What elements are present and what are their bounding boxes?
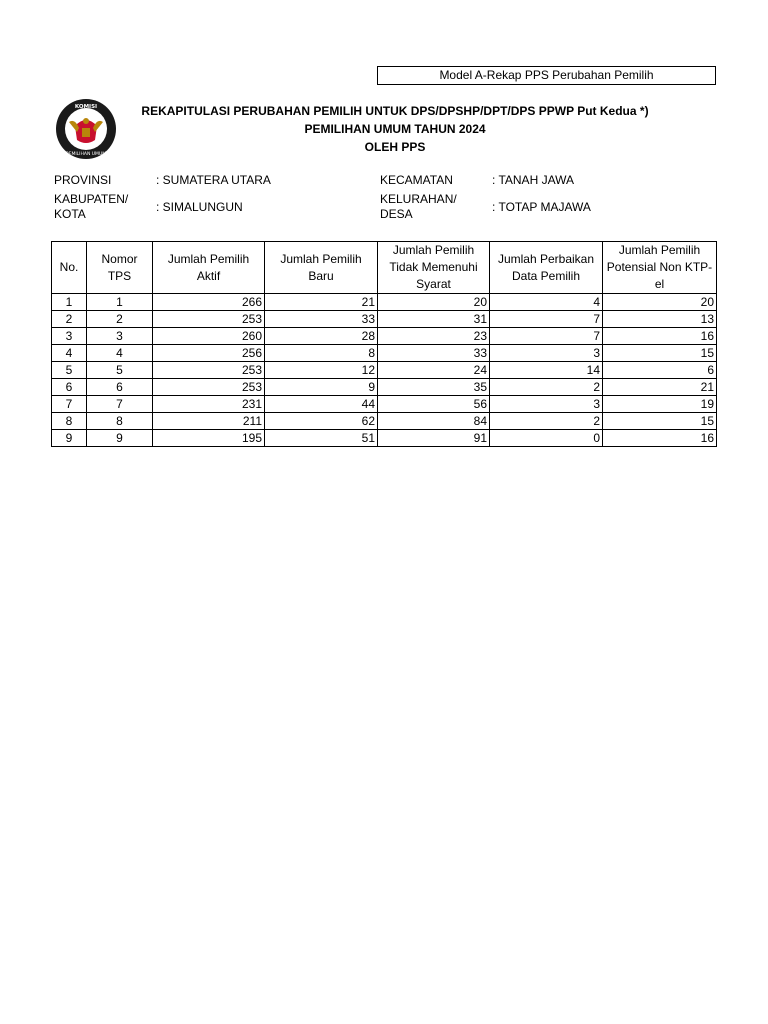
- kelurahan-label-line-1: KELURAHAN/: [380, 192, 457, 206]
- cell-potensial-non-ktp: 15: [603, 413, 717, 430]
- kelurahan-label: [380, 192, 457, 222]
- header-pemilih-baru: Jumlah Pemilih Baru: [265, 242, 378, 294]
- table-row: [52, 311, 717, 328]
- cell-nomor-tps: 8: [87, 413, 153, 430]
- cell-pemilih-aktif: 231: [153, 396, 265, 413]
- cell-no: 4: [52, 345, 87, 362]
- kelurahan-value: : TOTAP MAJAWA: [492, 200, 591, 214]
- header-perbaikan-data: Jumlah Perbaikan Data Pemilih: [490, 242, 603, 294]
- cell-no: 1: [52, 294, 87, 311]
- cell-potensial-non-ktp: 16: [603, 430, 717, 447]
- table-header-row: [52, 242, 717, 294]
- cell-potensial-non-ktp: 15: [603, 345, 717, 362]
- title-line-1: REKAPITULASI PERUBAHAN PEMILIH UNTUK DPS/DPSHP/DPT/DPS PPWP Put Kedua *): [141, 104, 649, 118]
- cell-no: 9: [52, 430, 87, 447]
- header-pemilih-aktif: Jumlah Pemilih Aktif: [153, 242, 265, 294]
- cell-pemilih-baru: 21: [265, 294, 378, 311]
- logo-text-bottom: PEMILIHAN UMUM: [65, 152, 107, 157]
- cell-perbaikan-data: 2: [490, 413, 603, 430]
- cell-perbaikan-data: 3: [490, 345, 603, 362]
- cell-perbaikan-data: 4: [490, 294, 603, 311]
- report-title: [130, 102, 660, 156]
- kecamatan-value: : TANAH JAWA: [492, 173, 575, 187]
- cell-pemilih-baru: 33: [265, 311, 378, 328]
- cell-pemilih-tms: 56: [378, 396, 490, 413]
- cell-potensial-non-ktp: 16: [603, 328, 717, 345]
- cell-perbaikan-data: 0: [490, 430, 603, 447]
- cell-potensial-non-ktp: 20: [603, 294, 717, 311]
- cell-nomor-tps: 6: [87, 379, 153, 396]
- table-row: [52, 396, 717, 413]
- cell-pemilih-baru: 12: [265, 362, 378, 379]
- title-line-2: PEMILIHAN UMUM TAHUN 2024: [304, 122, 486, 136]
- cell-perbaikan-data: 14: [490, 362, 603, 379]
- cell-pemilih-aktif: 256: [153, 345, 265, 362]
- cell-pemilih-aktif: 266: [153, 294, 265, 311]
- kabupaten-label: [54, 192, 128, 222]
- kpu-garuda-emblem-icon: [55, 98, 117, 160]
- cell-pemilih-baru: 51: [265, 430, 378, 447]
- cell-pemilih-tms: 23: [378, 328, 490, 345]
- header-no: No.: [52, 242, 87, 294]
- cell-pemilih-aktif: 253: [153, 379, 265, 396]
- provinsi-value: : SUMATERA UTARA: [156, 173, 271, 187]
- cell-perbaikan-data: 7: [490, 328, 603, 345]
- cell-nomor-tps: 3: [87, 328, 153, 345]
- cell-pemilih-tms: 31: [378, 311, 490, 328]
- cell-pemilih-baru: 62: [265, 413, 378, 430]
- cell-nomor-tps: 5: [87, 362, 153, 379]
- table-row: [52, 362, 717, 379]
- header-nomor-tps: Nomor TPS: [87, 242, 153, 294]
- cell-potensial-non-ktp: 21: [603, 379, 717, 396]
- cell-pemilih-aktif: 195: [153, 430, 265, 447]
- cell-potensial-non-ktp: 13: [603, 311, 717, 328]
- form-model-label: Model A-Rekap PPS Perubahan Pemilih: [377, 66, 716, 85]
- kabupaten-label-line-1: KABUPATEN/: [54, 192, 129, 206]
- cell-pemilih-baru: 8: [265, 345, 378, 362]
- cell-nomor-tps: 4: [87, 345, 153, 362]
- provinsi-label: PROVINSI: [54, 173, 112, 187]
- cell-no: 5: [52, 362, 87, 379]
- cell-no: 7: [52, 396, 87, 413]
- kabupaten-value: : SIMALUNGUN: [156, 200, 243, 214]
- header-pemilih-tms: Jumlah Pemilih Tidak Memenuhi Syarat: [378, 242, 490, 294]
- cell-nomor-tps: 1: [87, 294, 153, 311]
- table-row: [52, 413, 717, 430]
- cell-potensial-non-ktp: 6: [603, 362, 717, 379]
- cell-nomor-tps: 2: [87, 311, 153, 328]
- table-row: [52, 345, 717, 362]
- logo-text-top: KOMISI: [74, 104, 98, 110]
- cell-nomor-tps: 9: [87, 430, 153, 447]
- kecamatan-label: KECAMATAN: [380, 173, 453, 187]
- cell-pemilih-tms: 20: [378, 294, 490, 311]
- cell-pemilih-aktif: 260: [153, 328, 265, 345]
- cell-perbaikan-data: 2: [490, 379, 603, 396]
- kelurahan-label-line-2: DESA: [380, 207, 413, 221]
- cell-pemilih-tms: 35: [378, 379, 490, 396]
- cell-perbaikan-data: 3: [490, 396, 603, 413]
- cell-pemilih-baru: 9: [265, 379, 378, 396]
- title-line-3: OLEH PPS: [364, 140, 426, 154]
- cell-no: 8: [52, 413, 87, 430]
- cell-pemilih-tms: 91: [378, 430, 490, 447]
- table-row: [52, 430, 717, 447]
- table-row: [52, 328, 717, 345]
- cell-pemilih-tms: 33: [378, 345, 490, 362]
- cell-pemilih-aktif: 253: [153, 362, 265, 379]
- cell-no: 6: [52, 379, 87, 396]
- cell-perbaikan-data: 7: [490, 311, 603, 328]
- cell-pemilih-tms: 84: [378, 413, 490, 430]
- cell-no: 3: [52, 328, 87, 345]
- cell-pemilih-baru: 44: [265, 396, 378, 413]
- table-row: [52, 379, 717, 396]
- cell-pemilih-baru: 28: [265, 328, 378, 345]
- cell-pemilih-tms: 24: [378, 362, 490, 379]
- table-row: [52, 294, 717, 311]
- cell-pemilih-aktif: 253: [153, 311, 265, 328]
- kabupaten-label-line-2: KOTA: [54, 207, 86, 221]
- cell-no: 2: [52, 311, 87, 328]
- cell-potensial-non-ktp: 19: [603, 396, 717, 413]
- cell-pemilih-aktif: 211: [153, 413, 265, 430]
- header-potensial-non-ktp: Jumlah Pemilih Potensial Non KTP-el: [603, 242, 717, 294]
- rekap-table: [51, 241, 717, 447]
- cell-nomor-tps: 7: [87, 396, 153, 413]
